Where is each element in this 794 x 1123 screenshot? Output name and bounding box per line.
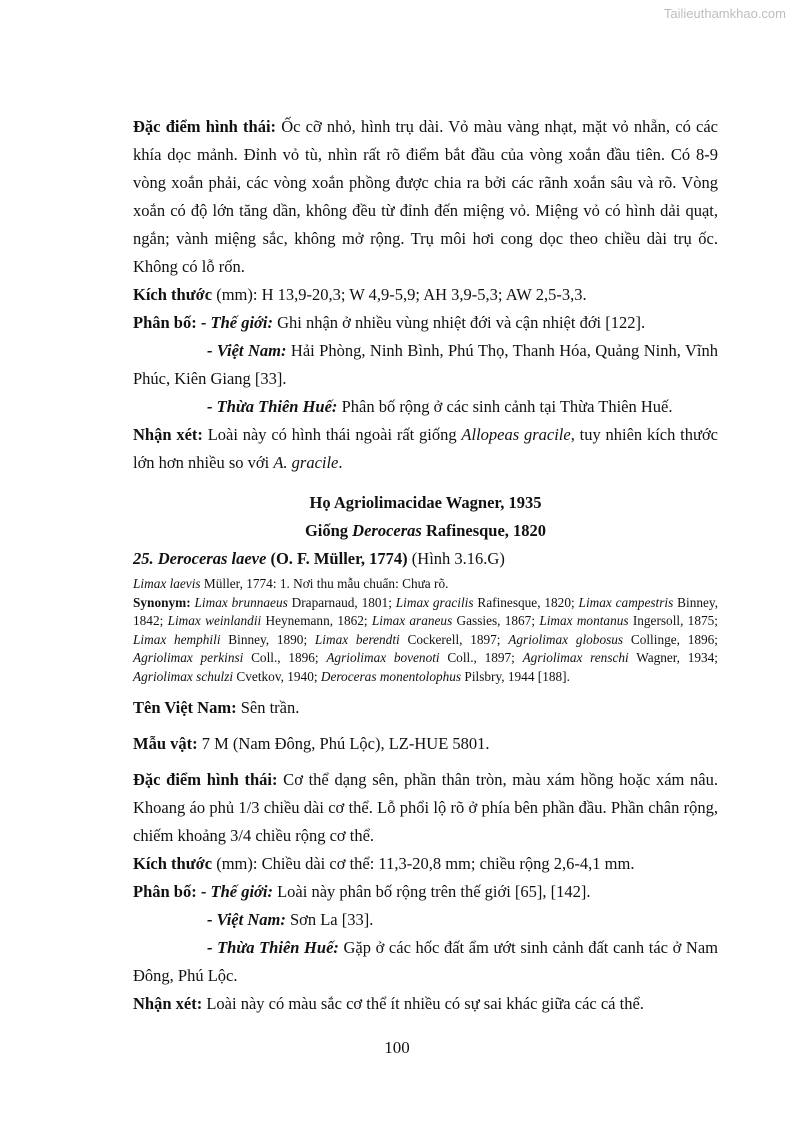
synonym-author: Binney, 1890; <box>220 631 315 647</box>
s2-world-label: Thế giới: <box>210 882 273 901</box>
s1-size-text: (mm): H 13,9-20,3; W 4,9-5,9; AH 3,9-5,3; AW 2,5-3,3. <box>212 285 587 304</box>
synonym-name: Limax hemphili <box>133 631 221 647</box>
genus-name: Deroceras <box>352 521 422 540</box>
synonym-author: Draparnaud, 1801; <box>287 594 396 610</box>
s1-remark-italic-2: A. gracile <box>273 453 339 472</box>
s2-syn-label: Synonym: <box>133 594 191 610</box>
s2-size-label: Kích thước <box>133 854 213 873</box>
synonym-author: Collinge, 1896; <box>623 631 718 647</box>
s1-size-label: Kích thước <box>133 285 213 304</box>
s2-specimen <box>133 730 718 758</box>
genus-heading <box>133 517 718 545</box>
synonym-name: Agriolimax perkinsi <box>133 650 244 665</box>
s1-tth-text: Phân bố rộng ở các sinh cảnh tại Thừa Thiên Huế. <box>337 397 673 416</box>
s1-world-text: Ghi nhận ở nhiều vùng nhiệt đới và cận nhiệt đới [122]. <box>272 313 646 332</box>
s2-specimen-text: 7 M (Nam Đông, Phú Lộc), LZ-HUE 5801. <box>197 734 490 753</box>
s1-morphology <box>133 113 718 281</box>
genus-suffix: Rafinesque, 1820 <box>421 521 547 540</box>
s2-orig-italic: Limax laevis <box>133 576 201 591</box>
s2-synonyms <box>133 594 718 687</box>
s2-vn-name-label: Tên Việt Nam: <box>133 698 237 717</box>
s1-tth-label: - Thừa Thiên Huế: <box>207 397 338 416</box>
synonym-name: Agriolimax schulzi <box>133 668 234 684</box>
s1-remark-text-1: Loài này có hình thái ngoài rất giống <box>202 425 462 444</box>
synonym-name: Limax montanus <box>539 613 629 628</box>
synonym-name: Limax campestris <box>578 594 674 610</box>
s1-remark <box>133 421 718 477</box>
watermark: Tailieuthamkhao.com <box>663 6 786 21</box>
synonym-name: Limax gracilis <box>395 594 474 610</box>
s2-dist-vn <box>133 906 718 934</box>
s2-orig-text: Müller, 1774: 1. Nơi thu mẫu chuẩn: Chưa rõ. <box>200 576 449 591</box>
s2-original <box>133 575 718 594</box>
s2-size <box>133 850 718 878</box>
s2-morph-text: Cơ thể dạng sên, phần thân tròn, màu xám hồng hoặc xám nâu. Khoang áo phủ 1/3 chiều dài cơ thể. Lỗ phổi lộ rõ ở phía bên phần đầu. Phần chân rộng, chiếm khoảng 3/4 chiều rộng cơ thể. <box>133 770 718 845</box>
s1-remark-text-2: , tuy nhiên kích thước lớn hơn nhiều so với <box>133 425 718 472</box>
s2-world-text: Loài này phân bố rộng trên thế giới [65], [142]. <box>272 882 591 901</box>
species2-title <box>133 545 718 573</box>
synonym-author: Cvetkov, 1940; <box>233 668 321 684</box>
synonym-author: Gassies, 1867; <box>452 613 540 628</box>
s2-vn-text: Sơn La [33]. <box>285 910 374 929</box>
synonym-name: Limax weinlandii <box>167 613 262 628</box>
s1-morph-label: Đặc điểm hình thái: <box>133 117 277 136</box>
s1-dist-vn <box>133 337 718 393</box>
s2-remark-text: Loài này có màu sắc cơ thể ít nhiều có sự sai khác giữa các cá thể. <box>202 994 644 1013</box>
s2-title-ref: (Hình 3.16.G) <box>407 549 505 568</box>
s2-dist-tth <box>133 934 718 990</box>
page-number: 100 <box>384 1038 410 1057</box>
s2-morphology <box>133 766 718 850</box>
synonym-name: Limax brunnaeus <box>194 594 288 610</box>
synonym-name: Limax araneus <box>371 613 453 628</box>
s2-remark-label: Nhận xét: <box>133 994 203 1013</box>
synonym-author: Pilsbry, 1944 [188]. <box>461 668 570 684</box>
synonym-name: Deroceras monentolophus <box>320 668 462 684</box>
s2-dist-label: Phân bố: - <box>133 882 211 901</box>
synonym-name: Agriolimax renschi <box>522 650 629 665</box>
s2-morph-label: Đặc điểm hình thái: <box>133 770 278 789</box>
s2-remark <box>133 990 718 1018</box>
synonym-author: Coll., 1897; <box>439 650 523 665</box>
s2-dist-world <box>133 878 718 906</box>
synonym-author: Binney, 1842; <box>133 594 719 628</box>
s1-remark-text-3: . <box>338 453 343 472</box>
s2-specimen-label: Mẫu vật: <box>133 734 198 753</box>
s1-dist-label: Phân bố: - <box>133 313 211 332</box>
synonym-name: Limax berendti <box>314 631 400 647</box>
synonym-author: Rafinesque, 1820; <box>473 594 579 610</box>
synonym-name: Agriolimax globosus <box>508 631 624 647</box>
s2-title-bold: (O. F. Müller, 1774) <box>266 549 408 568</box>
s1-remark-italic-1: Allopeas gracile <box>461 425 571 444</box>
family-heading: Họ Agriolimacidae Wagner, 1935 <box>309 493 542 512</box>
s2-vn-name <box>133 694 718 722</box>
s2-tth-label: - Thừa Thiên Huế: <box>207 938 339 957</box>
synonym-author: Heynemann, 1862; <box>261 613 372 628</box>
synonym-author: Ingersoll, 1875; <box>628 613 718 628</box>
s1-vn-text: Hải Phòng, Ninh Bình, Phú Thọ, Thanh Hóa, Quảng Ninh, Vĩnh Phúc, Kiên Giang [33]. <box>133 341 719 388</box>
s1-size <box>133 281 718 309</box>
synonym-author: Wagner, 1934; <box>628 650 718 665</box>
s2-vn-name-text: Sên trần. <box>236 698 300 717</box>
s2-vn-label: - Việt Nam: <box>207 910 286 929</box>
genus-prefix: Giống <box>304 521 353 540</box>
s1-remark-label: Nhận xét: <box>133 425 203 444</box>
s2-size-text: (mm): Chiều dài cơ thể: 11,3-20,8 mm; chiều rộng 2,6-4,1 mm. <box>212 854 635 873</box>
synonym-author: Cockerell, 1897; <box>399 631 509 647</box>
s2-tth-text: Gặp ở các hốc đất ẩm ướt sinh cảnh đất canh tác ở Nam Đông, Phú Lộc. <box>133 938 718 985</box>
synonym-name: Agriolimax bovenoti <box>326 650 440 665</box>
s1-dist-world <box>133 309 718 337</box>
s2-title-italic: 25. Deroceras laeve <box>133 549 267 568</box>
s1-dist-tth <box>133 393 718 421</box>
s1-morph-text: Ốc cỡ nhỏ, hình trụ dài. Vỏ màu vàng nhạt, mặt vỏ nhẵn, có các khía dọc mảnh. Đỉnh vỏ tù, nhìn rất rõ điểm bắt đầu của vòng xoắn đầu tiên. Có 8-9 vòng xoắn phải, các vòng xoắn phồng được chia ra bởi các rãnh xoắn sâu và rõ. Vòng xoắn có độ lớn tăng dần, không đều từ đỉnh đến miệng vỏ. Miệng vỏ có hình dải quạt, ngắn; vành miệng sắc, không mở rộng. Trụ môi hơi cong dọc theo chiều dài trụ ốc. Không có lỗ rốn. <box>133 117 718 276</box>
page-content <box>133 113 718 1018</box>
synonym-author: Coll., 1896; <box>243 650 327 665</box>
s1-world-label: Thế giới: <box>210 313 273 332</box>
s1-vn-label: - Việt Nam: <box>207 341 287 360</box>
